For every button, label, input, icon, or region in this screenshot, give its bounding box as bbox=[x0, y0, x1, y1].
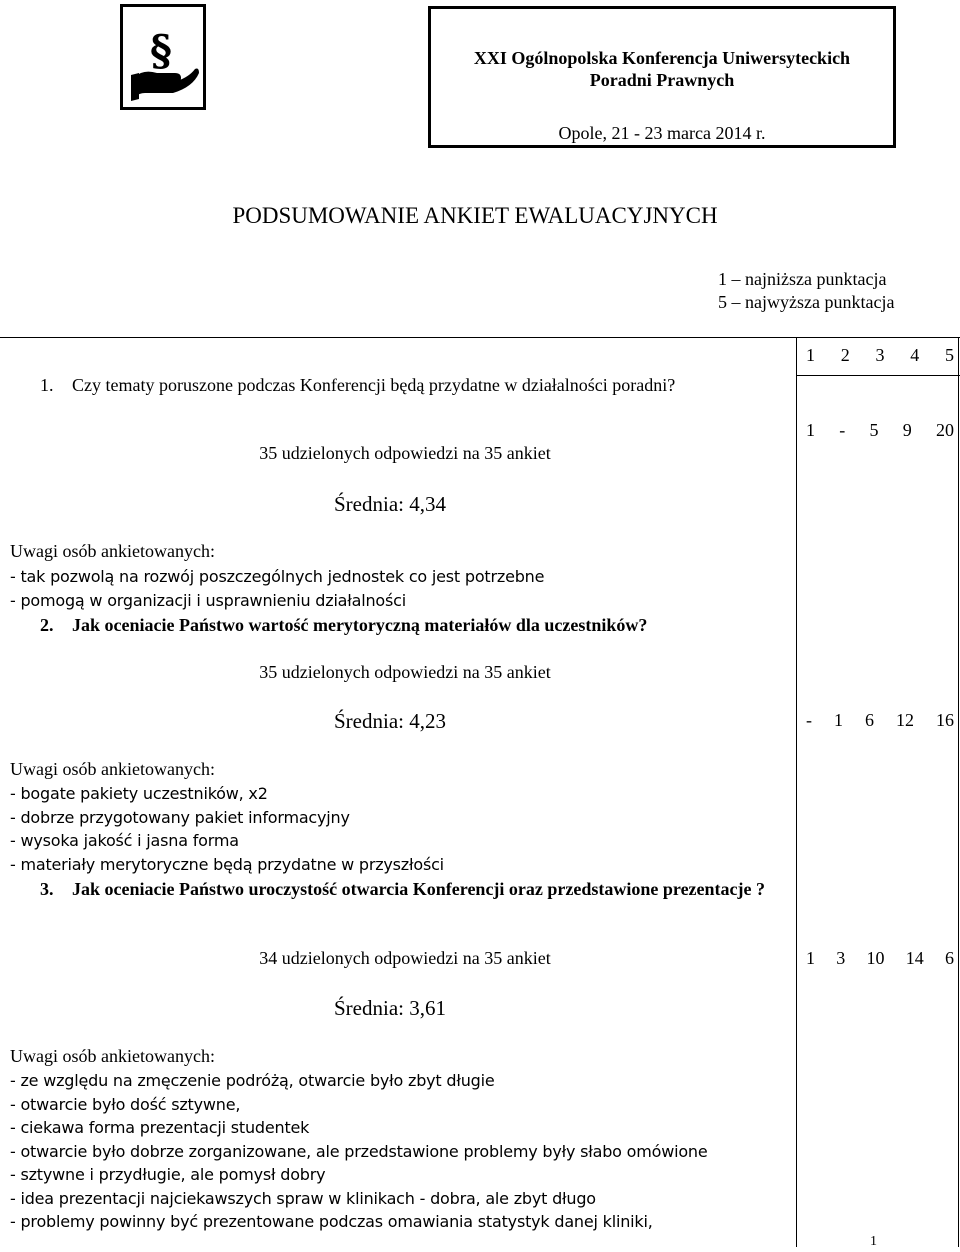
remark-item: - otwarcie było dość sztywne, bbox=[10, 1094, 241, 1114]
remarks-list bbox=[10, 1069, 708, 1234]
scale-header bbox=[800, 345, 958, 366]
average-score: Średnia: 3,61 bbox=[334, 996, 446, 1020]
question-number: 3. bbox=[40, 879, 54, 899]
answers-count: 34 udzielonych odpowiedzi na 35 ankiet bbox=[259, 948, 551, 968]
scale-header-divider bbox=[796, 375, 960, 376]
remark-item: - ze względu na zmęczenie podróżą, otwarcie było zbyt długie bbox=[10, 1071, 495, 1090]
conference-title: XXI Ogólnopolska Konferencja Uniwersyteckich Poradni Prawnych bbox=[473, 48, 851, 90]
scale-2: 2 bbox=[840, 345, 850, 365]
remark-item: - dobrze przygotowany pakiet informacyjny bbox=[10, 807, 350, 827]
remark-item: - wysoka jakość i jasna forma bbox=[10, 831, 239, 850]
logo-box bbox=[120, 4, 206, 110]
remark-item: - ciekawa forma prezentacji studentek bbox=[10, 1118, 310, 1137]
svg-text:§: § bbox=[150, 26, 172, 75]
scale-1: 1 bbox=[806, 345, 815, 365]
remark-item: - materiały merytoryczne będą przydatne w przyszłości bbox=[10, 854, 444, 874]
scale-legend bbox=[718, 268, 894, 314]
legend-lowest: 1 – najniższa punktacja bbox=[718, 269, 887, 289]
question-number: 2. bbox=[40, 615, 54, 635]
question-number: 1. bbox=[40, 375, 54, 395]
remark-item: - pomogą w organizacji i usprawnieniu działalności bbox=[10, 590, 406, 610]
average-score: Średnia: 4,34 bbox=[334, 492, 446, 516]
question-text: Jak oceniacie Państwo uroczystość otwarcia Konferencji oraz przedstawione prezentacje ? bbox=[72, 879, 766, 899]
remarks-list bbox=[10, 782, 444, 876]
average-score: Średnia: 4,23 bbox=[334, 709, 446, 733]
page-number: 1 bbox=[870, 1234, 877, 1249]
question-text: Czy tematy poruszone podczas Konferencji będą przydatne w działalności poradni? bbox=[72, 375, 676, 395]
question-text: Jak oceniacie Państwo wartość merytoryczną materiałów dla uczestników? bbox=[72, 615, 648, 635]
remark-item: - problemy powinny być prezentowane podczas omawiania statystyk danej kliniki, bbox=[10, 1212, 653, 1231]
answers-count: 35 udzielonych odpowiedzi na 35 ankiet bbox=[259, 443, 551, 463]
score-counts: 1 - 5 9 20 bbox=[806, 420, 954, 440]
score-counts: - 1 6 12 16 bbox=[806, 710, 954, 730]
remark-item: - sztywne i przydługie, ale pomysł dobry bbox=[10, 1165, 326, 1184]
score-counts: 1 3 10 14 6 bbox=[806, 948, 954, 968]
remark-item: - tak pozwolą na rozwój poszczególnych jednostek co jest potrzebne bbox=[10, 567, 545, 586]
scale-4: 4 bbox=[910, 345, 920, 365]
scale-3: 3 bbox=[875, 345, 885, 365]
remark-item: - otwarcie było dobrze zorganizowane, ale przedstawione problemy były słabo omówione bbox=[10, 1141, 708, 1161]
table-top-border bbox=[0, 337, 960, 338]
remark-item: - idea prezentacji najciekawszych spraw w klinikach - dobra, ale zbyt długo bbox=[10, 1188, 596, 1208]
remark-item: - bogate pakiety uczestników, x2 bbox=[10, 784, 268, 803]
scale-5: 5 bbox=[945, 345, 954, 365]
legend-highest: 5 – najwyższa punktacja bbox=[718, 292, 895, 312]
conference-place-date: Opole, 21 - 23 marca 2014 r. bbox=[558, 123, 766, 143]
document-title: PODSUMOWANIE ANKIET EWALUACYJNYCH bbox=[232, 203, 718, 228]
remarks-heading: Uwagi osób ankietowanych: bbox=[10, 1046, 215, 1066]
table-right-border bbox=[958, 337, 959, 1247]
conference-box bbox=[428, 6, 896, 148]
remarks-heading: Uwagi osób ankietowanych: bbox=[10, 541, 215, 561]
remarks-heading: Uwagi osób ankietowanych: bbox=[10, 759, 215, 779]
paragraph-hand-logo-icon bbox=[123, 7, 203, 107]
answers-count: 35 udzielonych odpowiedzi na 35 ankiet bbox=[259, 662, 551, 682]
remarks-list bbox=[10, 565, 544, 612]
score-column-divider bbox=[796, 337, 797, 1247]
